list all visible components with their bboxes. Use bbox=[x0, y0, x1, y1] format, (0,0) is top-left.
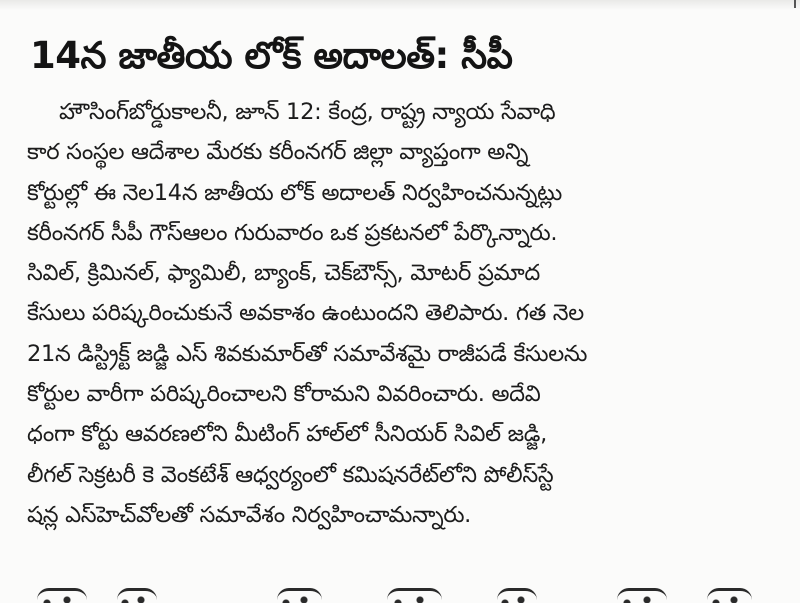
cropped-glyph-fragment bbox=[497, 588, 537, 603]
article-headline: 14న జాతీయ లోక్ అదాలత్: సీపీ bbox=[30, 34, 513, 77]
article-line: కార సంస్థల ఆదేశాల మేరకు కరీంనగర్ జిల్లా వ్యాప్తంగా అన్ని bbox=[27, 139, 529, 166]
cropped-glyph-fragment bbox=[617, 588, 667, 603]
article-line: సివిల్, క్రిమినల్, ఫ్యామిలీ, బ్యాంక్, చెక్‌బౌన్స్, మోటర్ ప్రమాద bbox=[27, 260, 540, 287]
cropped-glyph-fragment bbox=[387, 588, 442, 603]
cropped-glyph-fragment bbox=[277, 588, 322, 603]
article-line: కేసులు పరిష్కరించుకునే అవకాశం ఉంటుందని తెలిపారు. గత నెల bbox=[27, 300, 584, 327]
article-line: లీగల్ సెక్రటరీ కె వెంకటేశ్ ఆధ్వర్యంలో కమిషనరేట్‌లోని పోలీస్‌స్టే bbox=[27, 461, 554, 488]
article-line: కోర్టుల వారీగా పరిష్కరించాలని కోరామని వివరించారు. అదేవి bbox=[27, 381, 541, 408]
article-line: షన్ల ఎస్‌హెచ్‌వోలతో సమావేశం నిర్వహించామన్నారు. bbox=[27, 501, 472, 528]
article-line: కోర్టుల్లో ఈ నెల14న జాతీయ లోక్ అదాలత్ నిర్వహించనున్నట్లు bbox=[27, 179, 563, 206]
cropped-glyph-fragment bbox=[117, 588, 157, 603]
cropped-glyph-fragment bbox=[707, 588, 752, 603]
cropped-next-headline bbox=[27, 588, 775, 603]
clipping-top-edge bbox=[0, 0, 800, 10]
article-line: కరీంనగర్ సీపీ గౌస్‌ఆలం గురువారం ఒక ప్రకటనలో పేర్కొన్నారు. bbox=[27, 219, 558, 246]
article-line: ధంగా కోర్టు ఆవరణలోని మీటింగ్ హాల్‌లో సీనియర్ సివిల్ జడ్జి, bbox=[27, 421, 547, 448]
article-line: 21న డిస్ట్రిక్ట్ జడ్జి ఎస్ శివకుమార్‌తో సమావేశమై రాజీపడే కేసులను bbox=[27, 340, 588, 367]
cropped-glyph-fragment bbox=[37, 588, 87, 603]
corner-crop-mark bbox=[788, 0, 796, 8]
article-body bbox=[27, 92, 775, 535]
article-line: హౌసింగ్‌బోర్డుకాలనీ, జూన్ 12: కేంద్ర, రాష్ట్ర న్యాయ సేవాధి bbox=[59, 99, 556, 125]
